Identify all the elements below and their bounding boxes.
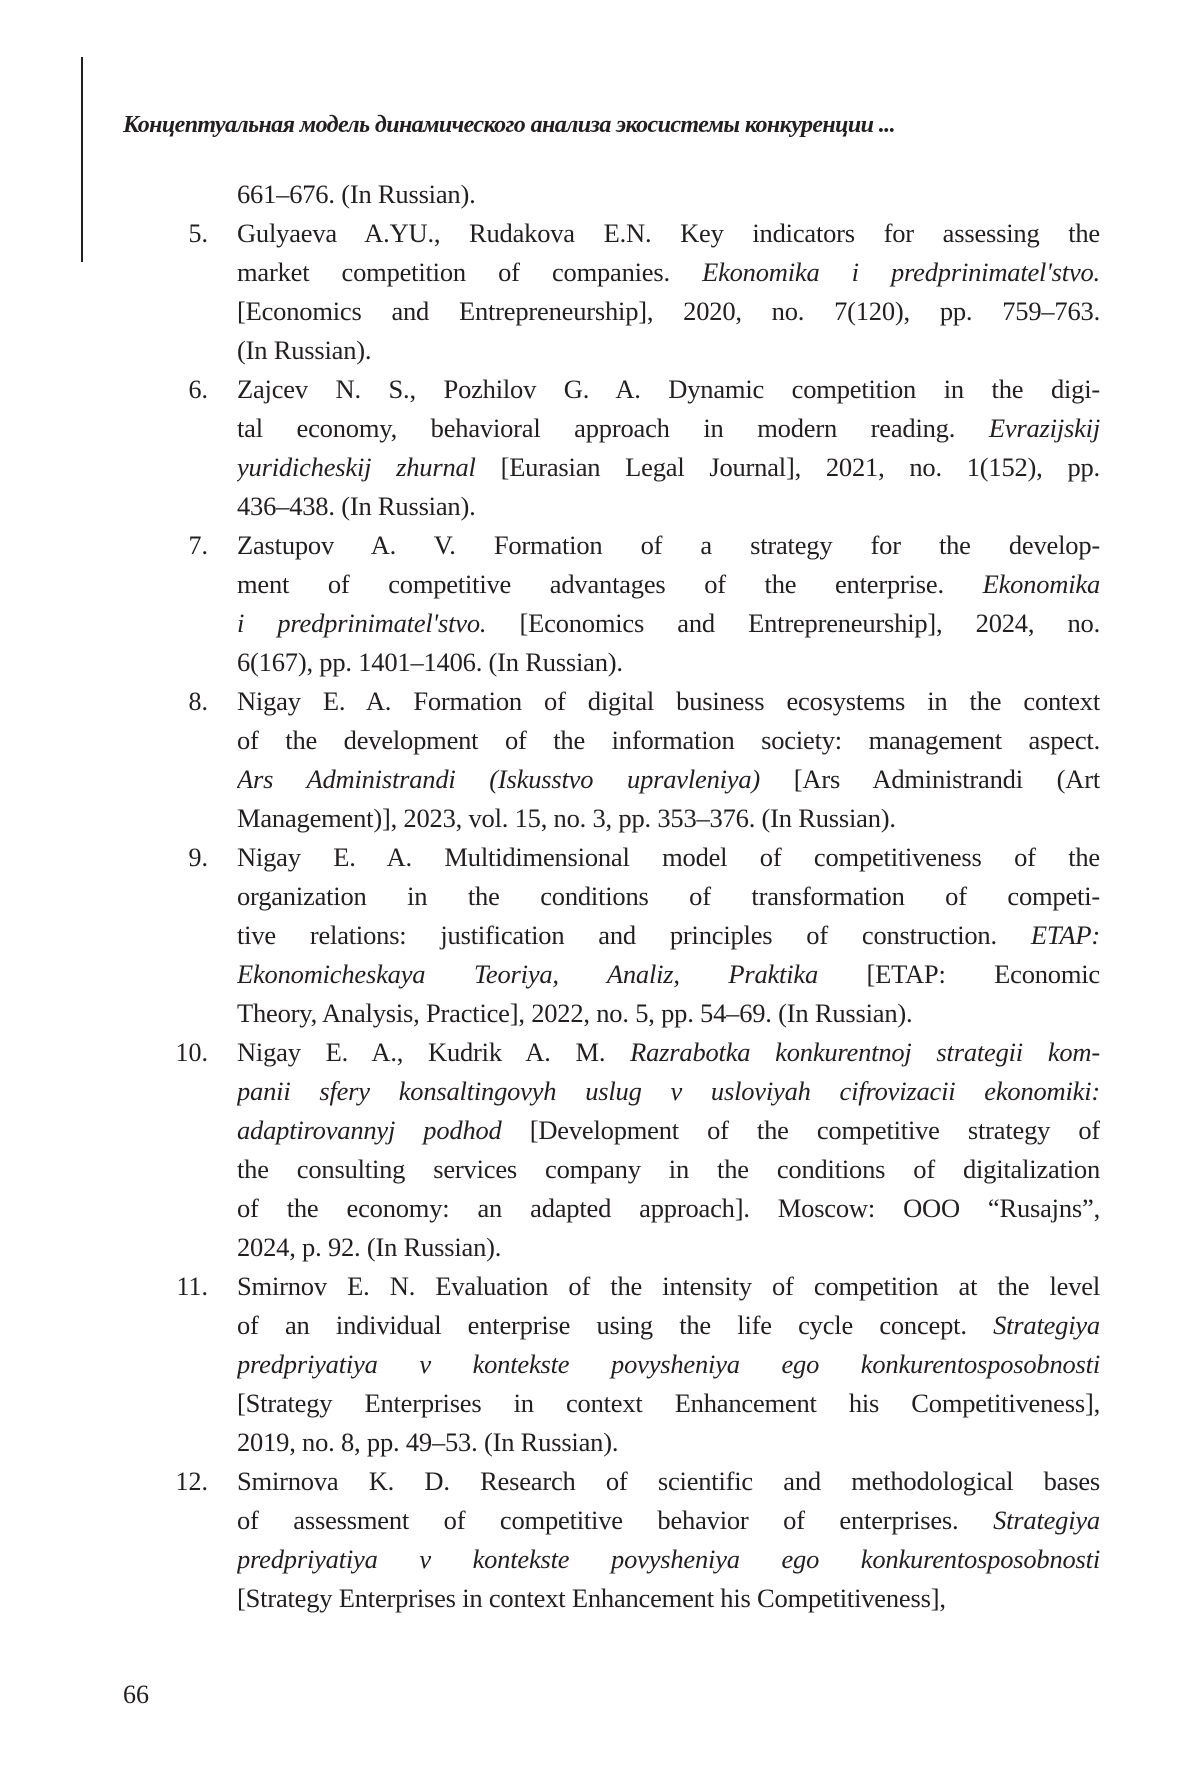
reference-line [237, 916, 1100, 955]
reference-text: 661–676. (In Russian). [237, 179, 476, 209]
reference-line [237, 760, 1100, 799]
reference-number: 11. [160, 1267, 208, 1306]
reference-number: 6. [160, 370, 208, 409]
reference-text: Zajcev N. S., Pozhilov G. A. Dynamic competition in the digi- [237, 374, 1100, 404]
reference-text: [Strategy Enterprises in context Enhancement his Competitiveness], [237, 1583, 946, 1613]
reference-number: 9. [160, 838, 208, 877]
reference-text: Zastupov A. V. Formation of a strategy for the develop- [237, 530, 1100, 560]
reference-line [237, 877, 1100, 916]
reference-line [237, 604, 1100, 643]
reference-line [237, 1501, 1100, 1540]
reference-line [237, 1033, 1100, 1072]
reference-item [160, 214, 1100, 370]
reference-line [237, 214, 1100, 253]
reference-line [237, 1462, 1100, 1501]
reference-text: [ETAP: Economic [818, 959, 1100, 989]
reference-line [237, 1189, 1100, 1228]
reference-line [237, 1150, 1100, 1189]
reference-number: 5. [160, 214, 208, 253]
reference-line [237, 682, 1100, 721]
reference-line [237, 565, 1100, 604]
reference-text: the consulting services company in the conditions of digitalization [237, 1154, 1100, 1184]
reference-line [237, 838, 1100, 877]
reference-text: tal economy, behavioral approach in modern reading. [237, 413, 989, 443]
reference-text: 6(167), pp. 1401–1406. (In Russian). [237, 647, 623, 677]
reference-line [237, 643, 1100, 682]
reference-item [160, 175, 1100, 214]
reference-line [237, 487, 1100, 526]
reference-line [237, 1423, 1100, 1462]
italic-title-text: predpriyatiya v kontekste povysheniya ego konkurentosposobnosti [237, 1544, 1100, 1574]
page-number: 66 [123, 1680, 149, 1710]
reference-list [160, 175, 1100, 1618]
running-head: Концептуальная модель динамического анализа экосистемы конкуренции ... [123, 112, 1083, 139]
reference-text: [Eurasian Legal Journal], 2021, no. 1(152), pp. [476, 452, 1100, 482]
reference-line [237, 526, 1100, 565]
reference-line [237, 1345, 1100, 1384]
reference-item [160, 1033, 1100, 1267]
reference-text: [Development of the competitive strategy of [502, 1115, 1100, 1145]
reference-line [237, 1072, 1100, 1111]
reference-line [237, 331, 1100, 370]
reference-number: 10. [160, 1033, 208, 1072]
italic-title-text: Strategiya [993, 1310, 1100, 1340]
reference-line [237, 409, 1100, 448]
italic-title-text: Ekonomicheskaya Teoriya, Analiz, Praktika [237, 959, 818, 989]
reference-line [237, 1579, 1100, 1618]
reference-line [237, 1228, 1100, 1267]
italic-title-text: panii sfery konsaltingovyh uslug v usloviyah cifrovizacii ekonomiki: [237, 1076, 1100, 1106]
reference-item [160, 370, 1100, 526]
reference-text: Smirnova K. D. Research of scientific and methodological bases [237, 1466, 1100, 1496]
reference-line [237, 175, 1100, 214]
reference-number: 7. [160, 526, 208, 565]
italic-title-text: yuridicheskij zhurnal [237, 452, 476, 482]
reference-text: of an individual enterprise using the life cycle concept. [237, 1310, 993, 1340]
reference-text: Gulyaeva A.YU., Rudakova E.N. Key indicators for assessing the [237, 218, 1100, 248]
reference-line [237, 955, 1100, 994]
italic-title-text: Ekonomika [983, 569, 1100, 599]
reference-line [237, 370, 1100, 409]
italic-title-text: i predprinimatel'stvo. [237, 608, 486, 638]
reference-text: organization in the conditions of transformation of competi- [237, 881, 1100, 911]
margin-rule [81, 57, 83, 262]
italic-title-text: Ars Administrandi (Iskusstvo upravleniya) [237, 764, 760, 794]
reference-text: Management)], 2023, vol. 15, no. 3, pp. 353–376. (In Russian). [237, 803, 896, 833]
italic-title-text: ETAP: [1031, 920, 1100, 950]
reference-text: 2019, no. 8, pp. 49–53. (In Russian). [237, 1427, 618, 1457]
reference-line [237, 1384, 1100, 1423]
reference-text: (In Russian). [237, 335, 371, 365]
reference-text: tive relations: justification and principles of construction. [237, 920, 1031, 950]
reference-line [237, 721, 1100, 760]
reference-item [160, 1462, 1100, 1618]
reference-item [160, 838, 1100, 1033]
reference-line [237, 1267, 1100, 1306]
reference-text: of assessment of competitive behavior of enterprises. [237, 1505, 993, 1535]
reference-line [237, 799, 1100, 838]
reference-text: [Ars Administrandi (Art [760, 764, 1100, 794]
reference-text: [Economics and Entrepreneurship], 2020, no. 7(120), pp. 759–763. [237, 296, 1100, 326]
reference-text: Smirnov E. N. Evaluation of the intensity of competition at the level [237, 1271, 1100, 1301]
reference-item [160, 1267, 1100, 1462]
reference-item [160, 526, 1100, 682]
reference-line [237, 1540, 1100, 1579]
reference-number: 8. [160, 682, 208, 721]
reference-text: [Economics and Entrepreneurship], 2024, no. [486, 608, 1100, 638]
italic-title-text: Evrazijskij [989, 413, 1100, 443]
italic-title-text: Ekonomika i predprinimatel'stvo. [702, 257, 1100, 287]
reference-text: Nigay E. A. Multidimensional model of competitiveness of the [237, 842, 1100, 872]
reference-text: of the development of the information society: management aspect. [237, 725, 1100, 755]
reference-text: ment of competitive advantages of the enterprise. [237, 569, 983, 599]
reference-text: Nigay E. A., Kudrik A. M. [237, 1037, 630, 1067]
reference-text: 436–438. (In Russian). [237, 491, 476, 521]
reference-text: [Strategy Enterprises in context Enhancement his Competitiveness], [237, 1388, 1100, 1418]
italic-title-text: Strategiya [993, 1505, 1100, 1535]
reference-line [237, 292, 1100, 331]
reference-text: market competition of companies. [237, 257, 702, 287]
reference-line [237, 448, 1100, 487]
reference-text: 2024, p. 92. (In Russian). [237, 1232, 501, 1262]
italic-title-text: predpriyatiya v kontekste povysheniya ego konkurentosposobnosti [237, 1349, 1100, 1379]
reference-text: of the economy: an adapted approach]. Moscow: OOO “Rusajns”, [237, 1193, 1100, 1223]
reference-item [160, 682, 1100, 838]
italic-title-text: adaptirovannyj podhod [237, 1115, 502, 1145]
reference-line [237, 1111, 1100, 1150]
reference-text: Theory, Analysis, Practice], 2022, no. 5, pp. 54–69. (In Russian). [237, 998, 912, 1028]
reference-line [237, 1306, 1100, 1345]
reference-line [237, 994, 1100, 1033]
reference-line [237, 253, 1100, 292]
reference-text: Nigay E. A. Formation of digital business ecosystems in the context [237, 686, 1100, 716]
reference-number: 12. [160, 1462, 208, 1501]
italic-title-text: Razrabotka konkurentnoj strategii kom- [630, 1037, 1100, 1067]
